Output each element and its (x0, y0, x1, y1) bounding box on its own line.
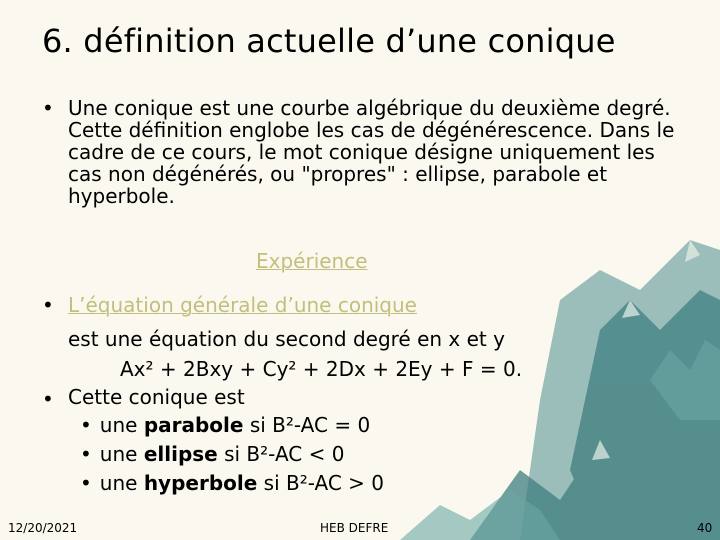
case-item-parabole (80, 412, 370, 438)
case-condition: si B²-AC > 0 (263, 471, 385, 495)
general-equation: Ax² + 2Bxy + Cy² + 2Dx + 2Ey + F = 0. (120, 357, 523, 381)
case-name: ellipse (143, 442, 218, 466)
case-name: hyperbole (143, 471, 258, 495)
footer-page-number: 40 (697, 521, 713, 535)
equation-description: est une équation du second degré en x et y (68, 327, 505, 351)
sub-bullet-dot: • (80, 442, 92, 466)
case-prefix: une (99, 442, 138, 466)
slide-title: 6. définition actuelle d’une conique (42, 22, 616, 60)
equation-link[interactable]: L’équation générale d’une conique (68, 293, 417, 317)
case-condition: si B²-AC = 0 (249, 413, 371, 437)
bullet-dot: • (42, 293, 54, 317)
definition-paragraph: Une conique est une courbe algébrique du deuxième degré. Cette définition englobe les cas de dégénérescence. Dans le cadre de ce cours, le mot conique désigne uniquement les cas non dégénérés, ou "propres" : ellipse, parabole et hyperbole. (68, 96, 675, 208)
case-name: parabole (143, 413, 244, 437)
case-condition: si B²-AC < 0 (224, 442, 345, 466)
case-prefix: une (99, 471, 138, 495)
sub-bullet-dot: • (80, 471, 92, 495)
bullet-dot: • (42, 387, 54, 411)
bullet-dot: • (42, 96, 54, 120)
sub-bullet-dot: • (80, 413, 92, 437)
case-prefix: une (99, 413, 138, 437)
cases-intro: Cette conique est (68, 385, 245, 409)
case-item-hyperbole (80, 470, 384, 496)
experience-link[interactable]: Expérience (256, 249, 368, 273)
footer-author: HEB DEFRE (320, 521, 389, 535)
case-item-ellipse (80, 441, 344, 467)
footer-date: 12/20/2021 (8, 521, 78, 535)
